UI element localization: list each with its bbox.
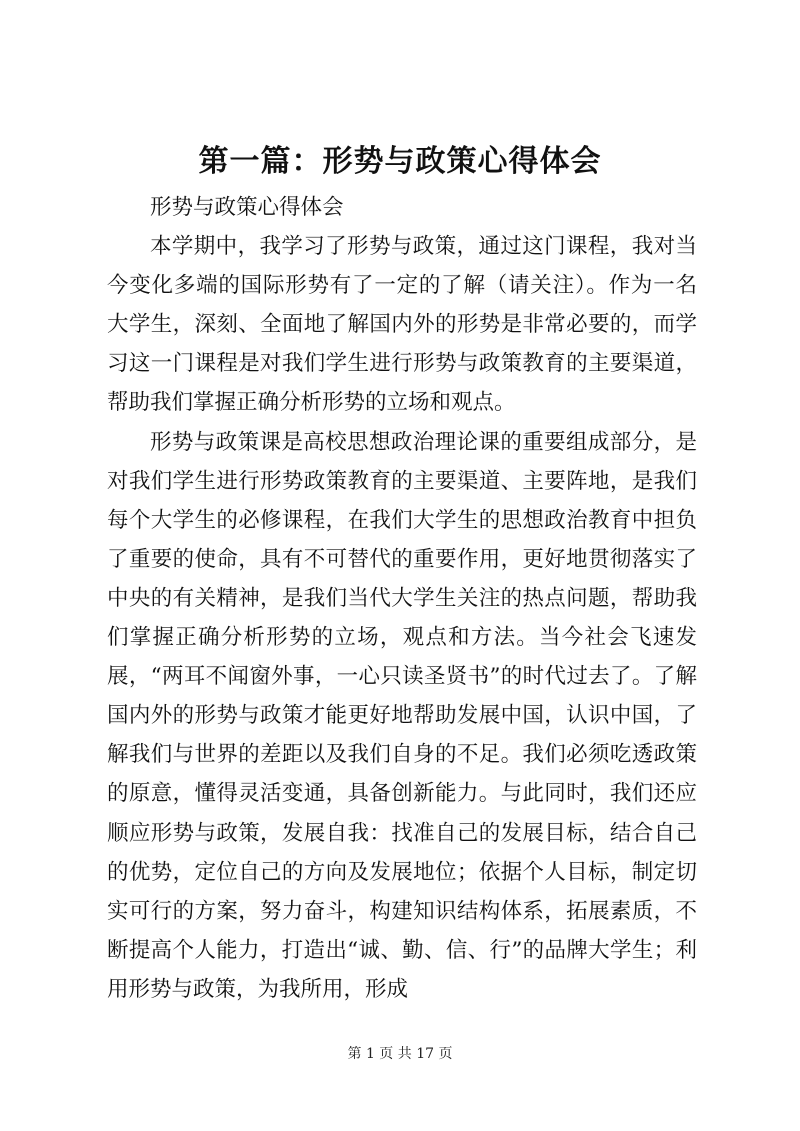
page-number-footer: 第 1 页 共 17 页: [347, 1046, 453, 1062]
paragraph-1: 本学期中，我学习了形势与政策，通过这门课程，我对当今变化多端的国际形势有了一定的了解（请关注）。作为一名大学生，深刻、全面地了解国内外的形势是非常必要的，而学习这一门课程是对我们学生进行形势与政策教育的主要渠道，帮助我们掌握正确分析形势的立场和观点。: [107, 234, 697, 416]
document-body: [107, 188, 697, 1009]
document-title: 第一篇：形势与政策心得体会: [198, 144, 602, 179]
paragraph-2: 形势与政策课是高校思想政治理论课的重要组成部分，是对我们学生进行形势政策教育的主要渠道、主要阵地，是我们每个大学生的必修课程，在我们大学生的思想政治教育中担负了重要的使命，具有不可替代的重要作用，更好地贯彻落实了中央的有关精神，是我们当代大学生关注的热点问题，帮助我们掌握正确分析形势的立场，观点和方法。当今社会飞速发展，“两耳不闻窗外事，一心只读圣贤书”的时代过去了。了解国内外的形势与政策才能更好地帮助发展中国，认识中国，了解我们与世界的差距以及我们自身的不足。我们必须吃透政策的原意，懂得灵活变通，具备创新能力。与此同时，我们还应顺应形势与政策，发展自我：找准自己的发展目标，结合自己的优势，定位自己的方向及发展地位；依据个人目标，制定切实可行的方案，努力奋斗，构建知识结构体系，拓展素质，不断提高个人能力，打造出“诚、勤、信、行”的品牌大学生；利用形势与政策，为我所用，形成: [107, 429, 697, 1002]
paragraph-subtitle: 形势与政策心得体会: [150, 195, 344, 220]
